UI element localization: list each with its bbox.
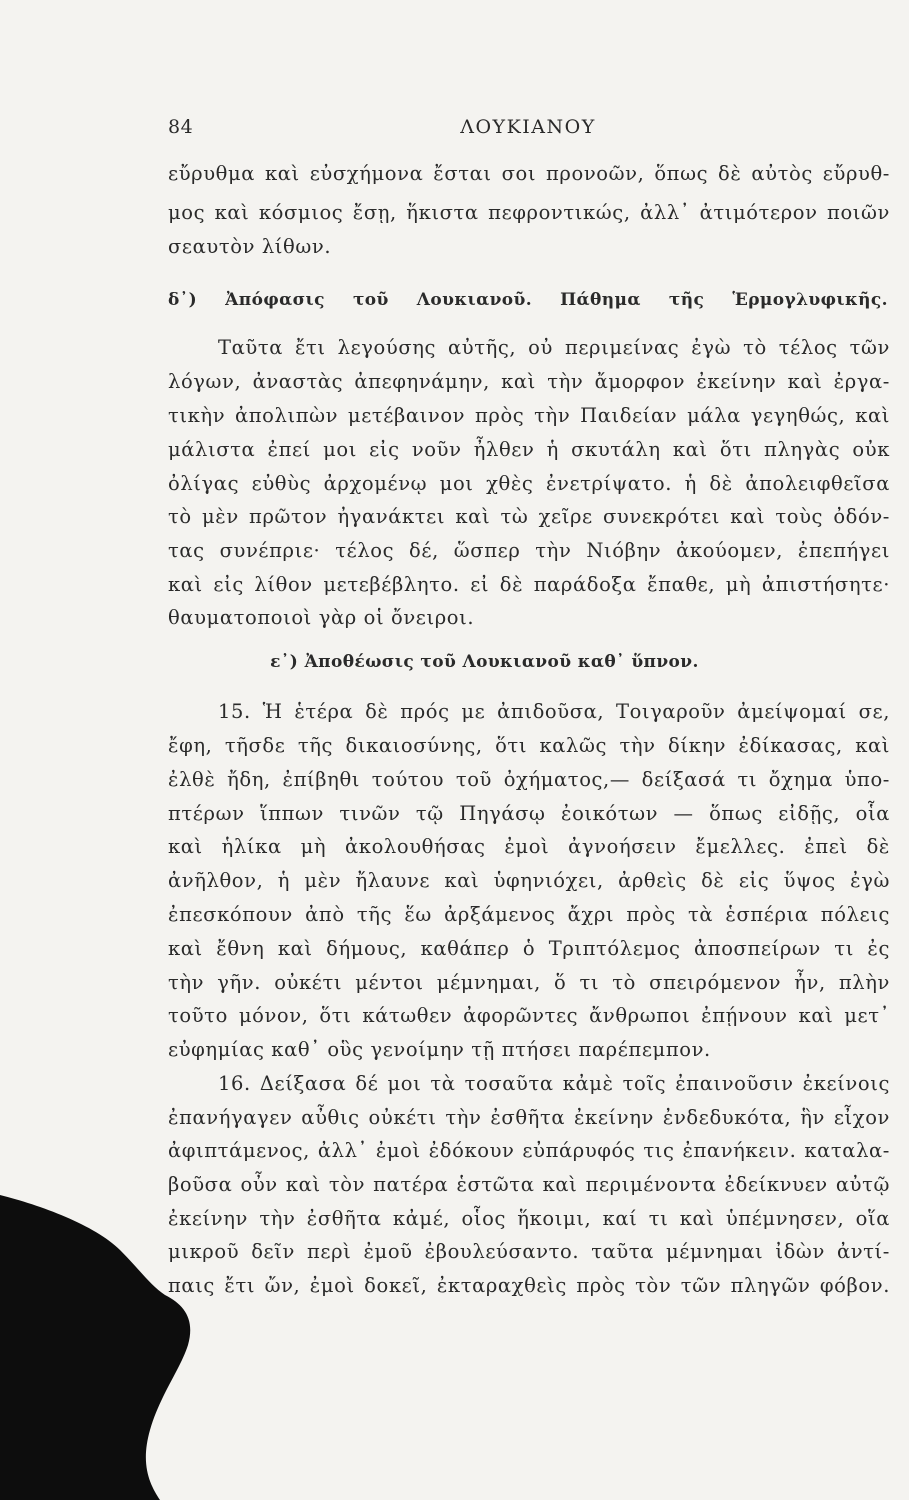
text-line: τοῦτο μόνον, ὅτι κάτωθεν ἀφορῶντες ἄνθρωποι ἐπῄνουν καὶ μετ᾽ [168,1004,890,1027]
page-header [168,116,888,146]
text-line: τὴν γῆν. οὐκέτι μέντοι μέμνημαι, ὅ τι τὸ σπειρόμενον ἦν, πλὴν [168,971,890,994]
text-line: καὶ ἔθνη καὶ δήμους, καθάπερ ὁ Τριπτόλεμος ἀποσπείρων τι ἐς [168,937,890,960]
text-line: εὔρυθμα καὶ εὐσχήμονα ἔσται σοι προνοῶν, ὅπως δὲ αὐτὸς εὔρυθ- [168,162,890,185]
text-line: θαυματοποιοὶ γὰρ οἱ ὄνειροι. [168,606,475,629]
section-heading: δ᾽) Ἀπόφασις τοῦ Λουκιανοῦ. Πάθημα τῆς Ἑρμογλυφικῆς. [168,290,888,310]
section-heading: ε᾽) Ἀποθέωσις τοῦ Λουκιανοῦ καθ᾽ ὕπνον. [270,652,699,672]
page-number: 84 [168,116,194,138]
text-line: ἐπεσκόπουν ἀπὸ τῆς ἕω ἀρξάμενος ἄχρι πρὸς τὰ ἑσπέρια πόλεις [168,903,890,926]
text-line: ἀφιπτάμενος, ἀλλ᾽ ἐμοὶ ἐδόκουν εὐπάρυφός τις ἐπανήκειν. καταλα- [168,1139,890,1162]
text-line: καὶ εἰς λίθον μετεβέβλητο. εἰ δὲ παράδοξα ἔπαθε, μὴ ἀπιστήσητε· [168,573,890,596]
running-title: ΛΟΥΚΙΑΝΟΥ [460,116,596,138]
text-line: μάλιστα ἐπεί μοι εἰς νοῦν ἦλθεν ἡ σκυτάλη καὶ ὅτι πληγὰς οὐκ [168,438,890,461]
text-line: βοῦσα οὖν καὶ τὸν πατέρα ἑστῶτα καὶ περιμένοντα ἐδείκνυεν αὐτῷ [168,1173,890,1196]
text-line: πτέρων ἵππων τινῶν τῷ Πηγάσῳ ἐοικότων — ὅπως εἰδῇς, οἷα [168,802,890,825]
text-line: τικὴν ἀπολιπὼν μετέβαινον πρὸς τὴν Παιδείαν μάλα γεγηθώς, καὶ [168,404,890,427]
text-line: λόγων, ἀναστὰς ἀπεφηνάμην, καὶ τὴν ἄμορφον ἐκείνην καὶ ἐργα- [168,370,890,393]
text-line: καὶ ἡλίκα μὴ ἀκολουθήσας ἐμοὶ ἀγνοήσειν ἔμελλες. ἐπεὶ δὲ [168,835,890,858]
text-line: ἐκείνην τὴν ἐσθῆτα κἀμέ, οἷος ἥκοιμι, καί τι καὶ ὑπέμνησεν, οἵα [168,1207,890,1230]
text-line: ἐλθὲ ἤδη, ἐπίβηθι τούτου τοῦ ὀχήματος,— δείξασά τι ὄχημα ὑπο- [168,768,890,791]
scan-shadow [0,1195,200,1500]
text-line: ἀνῆλθον, ἡ μὲν ἤλαυνε καὶ ὑφηνιόχει, ἀρθεὶς δὲ εἰς ὕψος ἐγὼ [168,869,890,892]
text-line: μικροῦ δεῖν περὶ ἐμοῦ ἐβουλεύσαντο. ταῦτα μέμνημαι ἰδὼν ἀντί- [168,1240,890,1263]
text-line: 16. Δείξασα δέ μοι τὰ τοσαῦτα κἀμὲ τοῖς ἐπαινοῦσιν ἐκείνοις [218,1072,890,1095]
text-line: ἔφη, τῆσδε τῆς δικαιοσύνης, ὅτι καλῶς τὴν δίκην ἐδίκασας, καὶ [168,734,890,757]
text-line: τας συνέπριε· τέλος δέ, ὥσπερ τὴν Νιόβην ἀκούομεν, ἐπεπήγει [168,539,890,562]
shadow-shape [0,1195,190,1500]
text-line: παις ἔτι ὤν, ἐμοὶ δοκεῖ, ἐκταραχθεὶς πρὸς τὸν τῶν πληγῶν φόβον. [168,1274,890,1297]
text-line: ὀλίγας εὐθὺς ἀρχομένῳ μοι χθὲς ἐνετρίψατο. ἡ δὲ ἀπολειφθεῖσα [168,472,890,495]
text-line: ἐπανήγαγεν αὖθις οὐκέτι τὴν ἐσθῆτα ἐκείνην ἐνδεδυκότα, ἣν εἶχον [168,1106,890,1129]
text-line: τὸ μὲν πρῶτον ἠγανάκτει καὶ τὼ χεῖρε συνεκρότει καὶ τοὺς ὀδόν- [168,505,890,528]
text-line: 15. Ἡ ἑτέρα δὲ πρός με ἀπιδοῦσα, Τοιγαροῦν ἀμείψομαί σε, [218,700,890,723]
text-line: σεαυτὸν λίθων. [168,235,332,258]
text-line: εὐφημίας καθ᾽ οὓς γενοίμην τῇ πτήσει παρέπεμπον. [168,1038,711,1061]
text-line: Ταῦτα ἔτι λεγούσης αὐτῆς, οὐ περιμείνας ἐγὼ τὸ τέλος τῶν [218,336,890,359]
text-line: μος καὶ κόσμιος ἔσῃ, ἥκιστα πεφροντικώς, ἀλλ᾽ ἀτιμότερον ποιῶν [168,201,890,224]
